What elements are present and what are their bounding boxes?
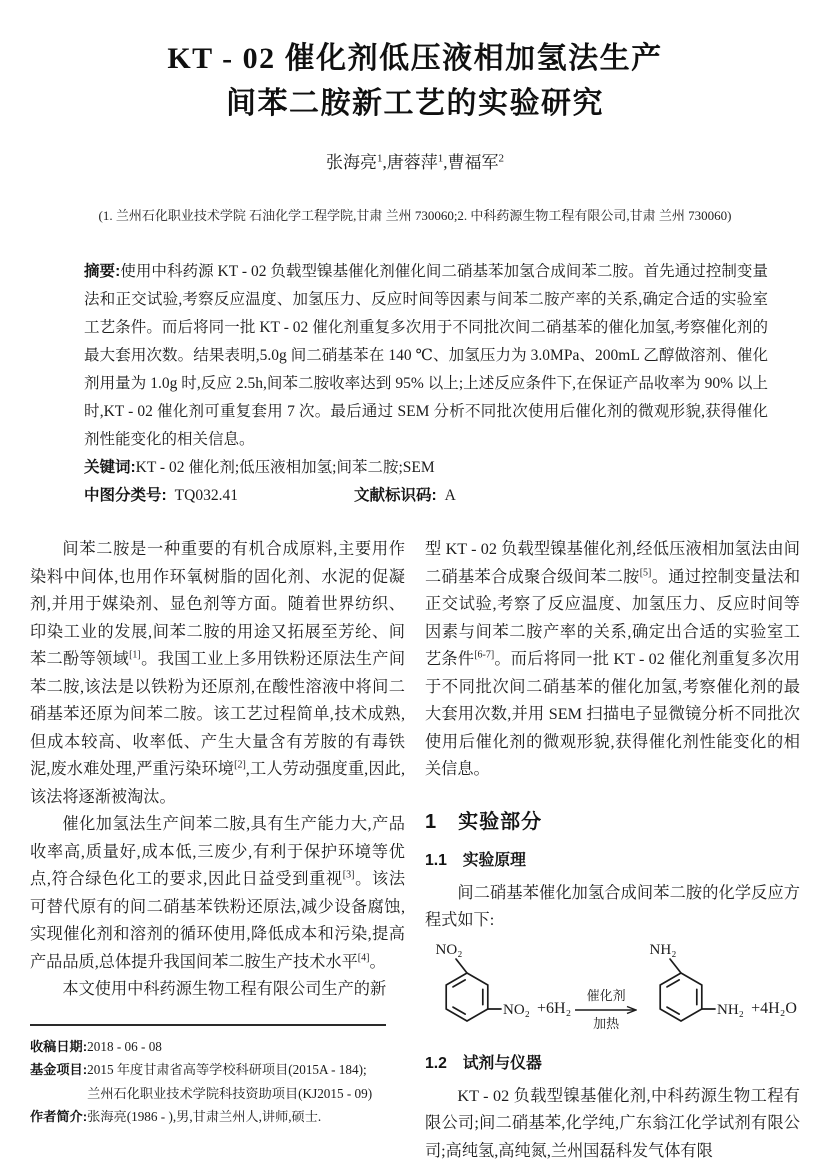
fund-project-line-2: 兰州石化职业技术学院科技资助项目(KJ2015 - 09)	[87, 1085, 373, 1101]
abstract-paragraph	[84, 258, 768, 454]
principle-paragraph: 间二硝基苯催化加氢合成间苯二胺的化学反应方程式如下:	[425, 883, 800, 929]
fund-project-line-1: 2015 年度甘肃省高等学校科研项目(2015A - 184);	[87, 1062, 367, 1077]
keywords-text: KT - 02 催化剂;低压液相加氢;间苯二胺;SEM	[135, 459, 435, 476]
author-bio-label: 作者简介:	[30, 1109, 88, 1124]
intro-paragraph-2: 催化加氢法生产间苯二胺,具有生产能力大,产品收率高,质量好,成本低,三废少,有利于保护环境等优点,符合绿色化工的要求,因此日益受到重视[3]。该法可替代原有的间二硝基苯铁粉还原法,减少设备腐蚀,实现催化剂和溶剂的循环使用,降低成本和污染,提高产品品质,总体提升我国间苯二胺生产技术水平[4]。	[30, 815, 406, 971]
abstract-block	[84, 258, 768, 510]
title-line-1: KT - 02 催化剂低压液相加氢法生产	[167, 42, 663, 75]
arrow-line-icon	[575, 1005, 637, 1015]
water-term: +4H₂O	[751, 999, 797, 1017]
received-date-value: 2018 - 06 - 08	[87, 1038, 162, 1054]
clc-label: 中图分类号:	[84, 487, 167, 504]
section-heading-1: 1 实验部分	[425, 810, 543, 833]
product-benzene-structure	[639, 939, 749, 1039]
reaction-arrow	[573, 988, 639, 1032]
abstract-text: 使用中科药源 KT - 02 负载型镍基催化剂催化间二硝基苯加氢合成间苯二胺。首先通过控制变量法和正交试验,考察反应温度、加氢压力、反应时间等因素与间苯二胺产率的关系,确定合适的实验室工艺条件。而后将同一批 KT - 02 催化剂重复多次用于不同批次间二硝基苯的催化加氢,考察催化剂的最大套用次数。结果表明,5.0g 间二硝基苯在 140 ℃、加氢压力为 3.0MPa、200mL 乙醇做溶剂、催化剂用量为 1.0g 时,反应 2.5h,间苯二胺收率达到 95% 以上;上述反应条件下,在保证产品收率为 90% 以上时,KT - 02 催化剂可重复套用 7 次。最后通过 SEM 分析不同批次使用后催化剂的微观形貌,获得催化剂性能变化的相关信息。	[84, 263, 768, 448]
author-bio-row	[30, 1105, 386, 1129]
affiliation-line: (1. 兰州石化职业技术学院 石油化学工程学院,甘肃 兰州 730060;2. 中科药源生物工程有限公司,甘肃 兰州 730060)	[98, 208, 732, 223]
document-code-value: A	[444, 487, 456, 504]
received-date-label: 收稿日期:	[30, 1038, 88, 1054]
product-top-substituent: NH₂	[649, 941, 677, 958]
section-heading-1-2: 1.2 试剂与仪器	[425, 1054, 542, 1072]
reactant-top-substituent: NO₂	[435, 941, 463, 958]
document-code-label: 文献标识码:	[353, 487, 437, 504]
keywords-label: 关键词:	[84, 459, 136, 476]
paper-title	[0, 36, 830, 126]
abstract-label: 摘要:	[84, 263, 121, 280]
intro-paragraph-continued: 型 KT - 02 负载型镍基催化剂,经低压液相加氢法由间二硝基苯合成聚合级间苯二胺[5]。通过控制变量法和正交试验,考察了反应温度、加氢压力、反应时间等因素与间苯二胺产率的关系,确定出合适的实验室工艺条件[6-7]。而后将同一批 KT - 02 催化剂重复多次用于不同批次间二硝基苯的催化加氢,考察催化剂的最大套用次数,并用 SEM 扫描电子显微镜分析不同批次使用后催化剂的微观形貌,获得催化剂性能变化的相关信息。	[425, 540, 801, 778]
fund-project-row	[30, 1058, 386, 1105]
reaction-equation	[425, 939, 800, 1039]
classification-line	[84, 482, 768, 510]
author-bio-value: 张海亮(1986 - ),男,甘肃兰州人,讲师,硕士.	[87, 1109, 322, 1124]
authors-line: 张海亮$^1$,唐蓉萍$^1$,曹福军$^2$	[326, 152, 504, 172]
reactant-benzene-structure	[425, 939, 535, 1039]
clc-value: TQ032.41	[174, 487, 238, 504]
body-columns	[30, 536, 800, 1165]
title-line-2: 间苯二胺新工艺的实验研究	[226, 87, 604, 120]
reagents-paragraph: KT - 02 负载型镍基催化剂,中科药源生物工程有限公司;间二硝基苯,化学纯,广东翁江化学试剂有限公司;高纯氢,高纯氮,兰州国磊科发气体有限	[425, 1086, 800, 1160]
received-date-row	[30, 1035, 386, 1059]
left-column	[30, 536, 405, 1165]
footnote-block	[30, 1024, 386, 1129]
intro-paragraph-1: 间苯二胺是一种重要的有机合成原料,主要用作染料中间体,也用作环氧树脂的固化剂、水泥的促凝剂,并用于媒染剂、显色剂等方面。随着世界纺织、印染工业的发展,间苯二胺的用途又拓展至芳纶、间苯二酚等领域[1]。我国工业上多用铁粉还原法生产间苯二胺,该法是以铁粉为还原剂,在酸性溶液中将间二硝基苯还原为间苯二胺。该工艺过程简单,技术成熟,但成本较高、收率低、产生大量含有芳胺的有毒铁泥,废水难处理,严重污染环境[2],工人劳动强度重,因此,该法将逐渐被淘汰。	[30, 540, 406, 806]
fund-project-label: 基金项目:	[30, 1062, 88, 1077]
intro-paragraph-3: 本文使用中科药源生物工程有限公司生产的新	[62, 980, 387, 998]
right-column	[425, 536, 800, 1165]
keywords-line	[84, 454, 768, 482]
heat-label: 加热	[593, 1015, 620, 1031]
fund-project-value	[87, 1058, 372, 1105]
hydrogen-term: +6H₂	[537, 999, 572, 1017]
catalyst-label: 催化剂	[586, 987, 626, 1003]
section-heading-1-1: 1.1 实验原理	[425, 851, 526, 869]
reactant-right-substituent: NO₂	[503, 1001, 530, 1018]
product-right-substituent: NH₂	[717, 1001, 745, 1018]
